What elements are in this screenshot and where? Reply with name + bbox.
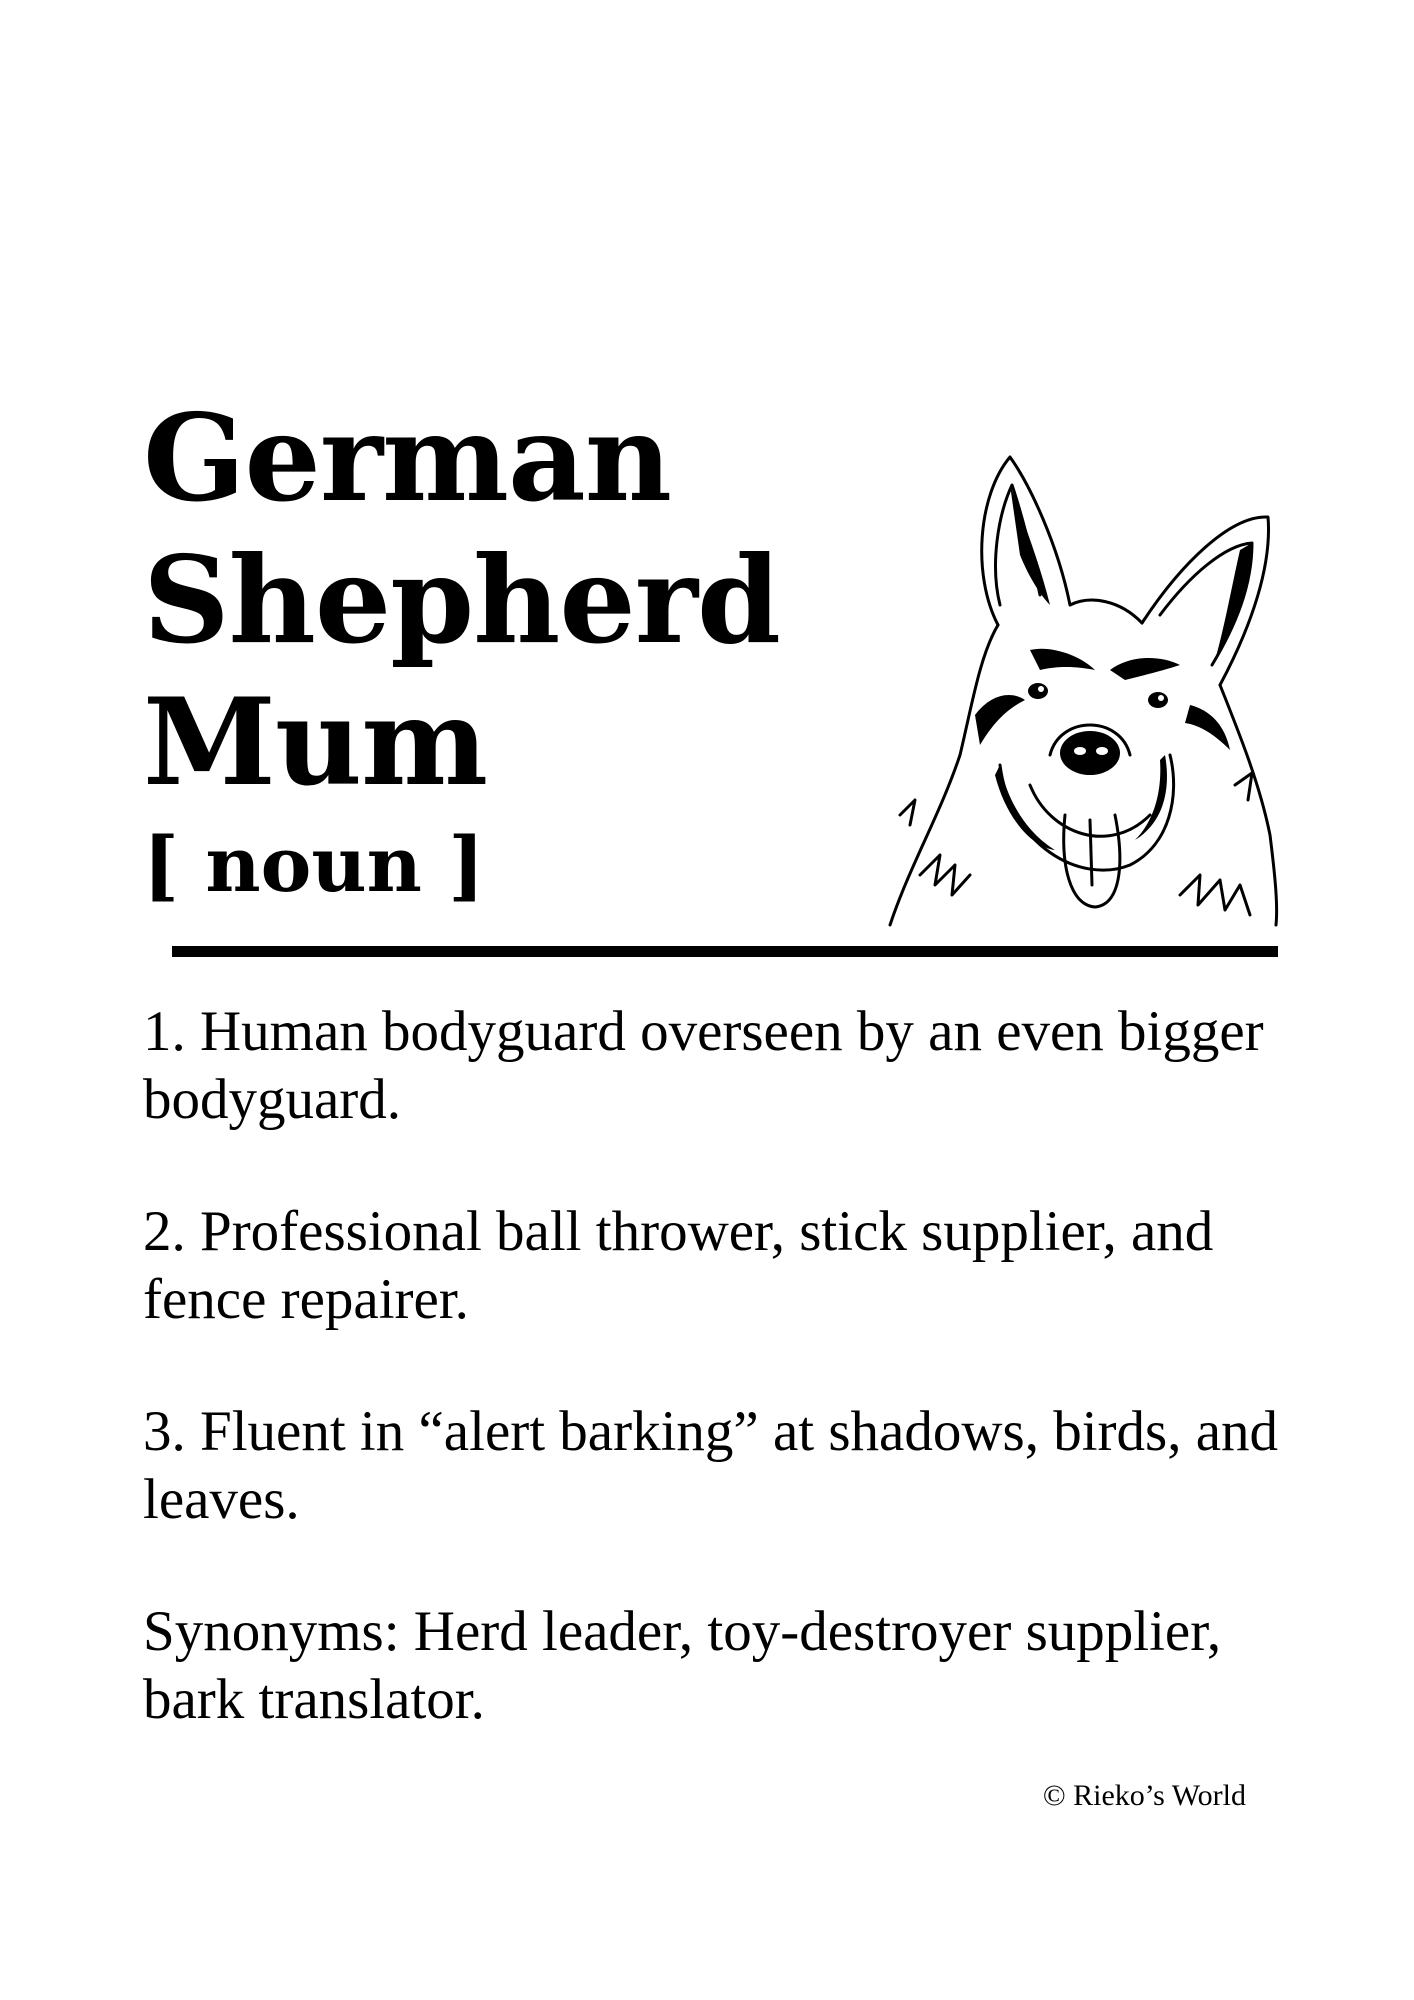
synonyms: Synonyms: Herd leader, toy-destroyer supplier, bark translator. bbox=[143, 1600, 1222, 1731]
title-line-1: German bbox=[143, 388, 672, 529]
german-shepherd-illustration-icon bbox=[880, 455, 1280, 945]
definition-3: 3. Fluent in “alert barking” at shadows, birds, and leaves. bbox=[143, 1400, 1278, 1531]
title-line-3: Mum bbox=[143, 672, 488, 813]
title-block bbox=[143, 388, 780, 814]
definition-1: 1. Human bodyguard overseen by an even bigger bodyguard. bbox=[143, 1000, 1264, 1131]
part-of-speech: [ noun ] bbox=[143, 820, 485, 909]
copyright-notice: © Rieko’s World bbox=[1042, 1779, 1246, 1812]
title-line-2: Shepherd bbox=[143, 530, 780, 671]
divider-rule bbox=[172, 946, 1278, 957]
definitions-list bbox=[143, 998, 1293, 1798]
definition-2: 2. Professional ball thrower, stick supplier, and fence repairer. bbox=[143, 1200, 1214, 1331]
